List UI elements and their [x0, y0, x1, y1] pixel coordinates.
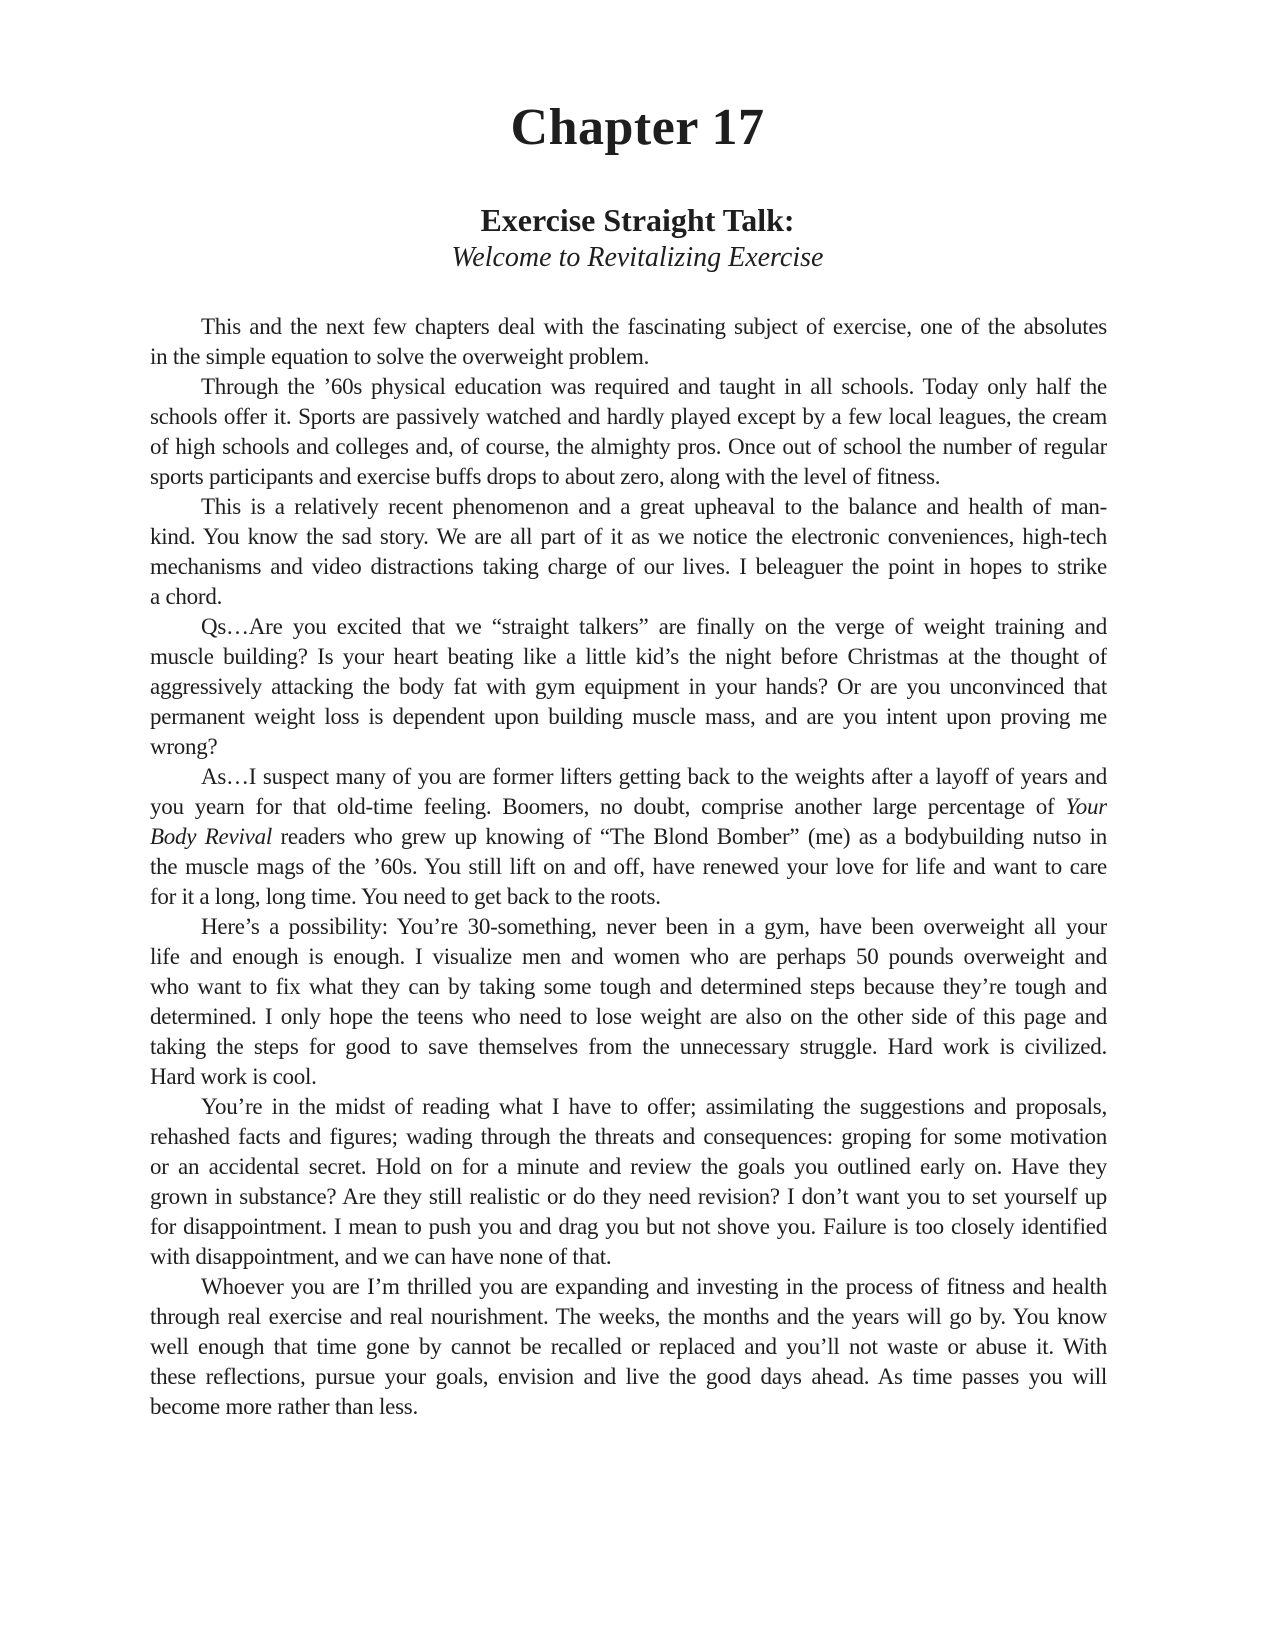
text-line: wrong? [150, 734, 218, 759]
text-line: aggressively attacking the body fat with gym equipment in your hands? Or are you unconvinced that [150, 674, 1107, 699]
paragraph [150, 312, 1107, 372]
text-line: of high schools and colleges and, of course, the almighty pros. Once out of school the number of regular [150, 434, 1107, 459]
text-line: Qs…Are you excited that we “straight talkers” are finally on the verge of weight training and [201, 614, 1107, 639]
paragraph [150, 912, 1107, 1092]
text-line: with disappointment, and we can have none of that. [150, 1244, 612, 1269]
text-line: who want to fix what they can by taking some tough and determined steps because they’re tough and [150, 974, 1107, 999]
text-line: or an accidental secret. Hold on for a minute and review the goals you outlined early on. Have they [150, 1154, 1107, 1179]
text-line: Whoever you are I’m thrilled you are expanding and investing in the process of fitness and health [201, 1274, 1107, 1299]
text-line: life and enough is enough. I visualize men and women who are perhaps 50 pounds overweight and [150, 944, 1107, 969]
text-line: you yearn for that old-time feeling. Boomers, no doubt, comprise another large percentage of Your [150, 794, 1107, 819]
text-line: grown in substance? Are they still realistic or do they need revision? I don’t want you to set yourself up [150, 1184, 1107, 1209]
text-line: Body Revival readers who grew up knowing of “The Blond Bomber” (me) as a bodybuilding nutso in [150, 824, 1107, 849]
text-line: Through the ’60s physical education was required and taught in all schools. Today only half the [201, 374, 1107, 399]
paragraph [150, 492, 1107, 612]
section-title: Exercise Straight Talk: [480, 202, 795, 238]
text-line: You’re in the midst of reading what I have to offer; assimilating the suggestions and proposals, [201, 1094, 1107, 1119]
text-line: mechanisms and video distractions taking charge of our lives. I beleaguer the point in hopes to strike [150, 554, 1107, 579]
text-line: This and the next few chapters deal with the fascinating subject of exercise, one of the absolutes [201, 314, 1107, 339]
chapter-title: Chapter 17 [510, 99, 765, 156]
text-line: these reflections, pursue your goals, envision and live the good days ahead. As time passes you will [150, 1364, 1107, 1389]
text-line: sports participants and exercise buffs drops to about zero, along with the level of fitness. [150, 464, 941, 489]
text-line: permanent weight loss is dependent upon building muscle mass, and are you intent upon proving me [150, 704, 1107, 729]
paragraph [150, 762, 1107, 912]
paragraph [150, 372, 1107, 492]
text-line: kind. You know the sad story. We are all part of it as we notice the electronic conveniences, high-tech [150, 524, 1107, 549]
text-line: rehashed facts and figures; wading through the threats and consequences: groping for some motivation [150, 1124, 1107, 1149]
text-line: This is a relatively recent phenomenon and a great upheaval to the balance and health of man- [201, 494, 1107, 519]
text-line: Hard work is cool. [150, 1064, 317, 1089]
text-line: become more rather than less. [150, 1394, 418, 1419]
paragraph [150, 1092, 1107, 1272]
text-line: Here’s a possibility: You’re 30-something, never been in a gym, have been overweight all your [201, 914, 1107, 939]
text-line: a chord. [150, 584, 223, 609]
text-line: for disappointment. I mean to push you and drag you but not shove you. Failure is too closely identified [150, 1214, 1107, 1239]
paragraph [150, 1272, 1107, 1422]
text-line: through real exercise and real nourishment. The weeks, the months and the years will go by. You know [150, 1304, 1107, 1329]
text-line: As…I suspect many of you are former lifters getting back to the weights after a layoff of years and [201, 764, 1107, 789]
text-line: well enough that time gone by cannot be recalled or replaced and you’ll not waste or abuse it. With [150, 1334, 1107, 1359]
text-line: the muscle mags of the ’60s. You still lift on and off, have renewed your love for life and want to care [150, 854, 1107, 879]
text-line: muscle building? Is your heart beating like a little kid’s the night before Christmas at the thought of [150, 644, 1107, 669]
text-line: schools offer it. Sports are passively watched and hardly played except by a few local leagues, the cream [150, 404, 1107, 429]
text-line: taking the steps for good to save themselves from the unnecessary struggle. Hard work is civilized. [150, 1034, 1107, 1059]
paragraph [150, 612, 1107, 762]
text-line: in the simple equation to solve the overweight problem. [150, 344, 650, 369]
text-line: for it a long, long time. You need to get back to the roots. [150, 884, 661, 909]
section-subtitle: Welcome to Revitalizing Exercise [451, 242, 824, 273]
text-line: determined. I only hope the teens who need to lose weight are also on the other side of this page and [150, 1004, 1107, 1029]
page-body [150, 312, 1107, 1422]
